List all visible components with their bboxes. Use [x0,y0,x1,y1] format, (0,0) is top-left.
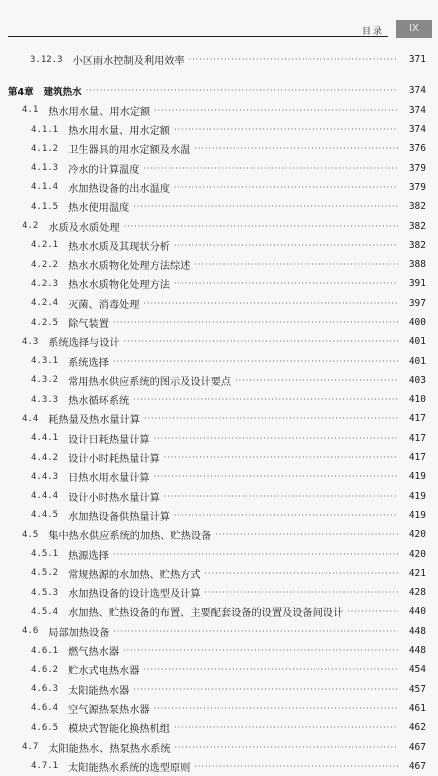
toc-entry-title: 灭菌、消毒处理 [68,299,140,311]
toc-entry-number: 4.4.3 [31,471,59,482]
toc-entry-number: 4.1.5 [31,201,59,212]
leader-dots [174,279,398,288]
toc-entry[interactable] [0,487,438,506]
toc-entry[interactable] [0,294,438,313]
toc-entry-number: 4.2.4 [31,298,59,309]
toc-entry[interactable] [0,737,438,756]
toc-entry-title: 热水水质及其现状分析 [68,241,170,253]
toc-entry-title: 热水用水量、用水定额 [68,126,170,138]
toc-entry-title: 热水水质物化处理方法综述 [68,261,191,273]
leader-dots [124,337,398,346]
leader-dots [154,704,398,713]
toc-entry[interactable] [0,641,438,660]
toc-entry-number: 4.5 [22,529,39,540]
toc-entry[interactable] [0,699,438,718]
toc-entry[interactable] [0,448,438,467]
toc-entry-page: 457 [408,683,426,695]
toc-entry-page: 401 [408,355,426,367]
toc-entry-title: 太阳能热水器 [68,685,130,697]
leader-dots [154,106,398,115]
leader-dots [133,202,398,211]
toc-entry-title: 水加热、贮热设备的布置、主要配套设备的设置及设备间设计 [68,608,344,620]
toc-entry-page: 454 [408,664,426,676]
leader-dots [124,222,398,231]
toc-entry-page: 371 [408,54,426,66]
toc-entry-number: 第4章 [8,86,34,98]
leader-dots [133,395,398,404]
toc-entry-page: 428 [408,587,426,599]
leader-dots [154,434,398,443]
toc-entry-page: 417 [408,432,426,444]
toc-entry-title: 太阳能热水系统的选型原则 [68,762,191,774]
toc-entry-title: 贮水式电热水器 [68,666,140,678]
toc-entry-page: 467 [408,741,426,753]
toc-entry-title: 设计日耗热量计算 [68,434,150,446]
toc-entry-page: 376 [408,143,426,155]
toc-entry-title: 设计小时热水量计算 [68,492,160,504]
toc-entry[interactable] [0,506,438,525]
leader-dots [194,260,398,269]
toc-entry[interactable] [0,544,438,563]
leader-dots [144,414,398,423]
toc-entry-number: 4.5.4 [31,606,59,617]
toc-entry-title: 集中热水供应系统的加热、贮热设备 [48,531,212,543]
toc-entry-page: 420 [408,529,426,541]
toc-entry-title: 耗热量及热水量计算 [48,415,140,427]
toc-entry[interactable] [0,101,438,120]
toc-entry-number: 4.5.1 [31,549,59,560]
leader-dots [143,665,398,674]
leader-dots [235,376,398,385]
toc-entry[interactable] [0,429,438,448]
toc-entry[interactable] [0,718,438,737]
toc-entry-title: 建筑热水 [43,86,82,98]
toc-entry-number: 4.6.4 [31,703,59,714]
toc-entry-page: 462 [408,722,426,734]
toc-entry[interactable] [0,467,438,486]
toc-entry[interactable] [0,332,438,351]
toc-entry-number: 4.6.1 [31,645,59,656]
leader-dots [113,318,398,327]
toc-entry-number: 4.2.5 [31,317,59,328]
toc-entry-page: 382 [408,201,426,213]
leader-dots [143,299,398,308]
toc-entry-page: 374 [408,104,426,116]
toc-entry[interactable] [0,660,438,679]
toc-entry-number: 4.4 [22,413,39,424]
toc-entry[interactable] [0,583,438,602]
toc-entry[interactable] [0,197,438,216]
toc-entry-page: 421 [408,567,426,579]
toc-entry-page: 448 [408,625,426,637]
toc-entry-page: 382 [408,239,426,251]
leader-dots [164,492,398,501]
toc-entry[interactable] [0,216,438,235]
toc-entry[interactable] [0,409,438,428]
toc-entry-title: 常规热源的水加热、贮热方式 [68,569,201,581]
toc-entry-number: 4.6.2 [31,664,59,675]
table-of-contents [0,50,438,776]
toc-entry-title: 日热水用水量计算 [68,473,150,485]
toc-entry-number: 4.4.5 [31,510,59,521]
header-page-number: IX [396,20,432,38]
toc-entry-number: 4.1 [22,105,39,116]
toc-entry-page: 419 [408,471,426,483]
leader-dots [215,530,398,539]
toc-entry-number: 4.6.5 [31,722,59,733]
toc-entry-page: 410 [408,394,426,406]
leader-dots [123,646,398,655]
toc-entry-title: 卫生器具的用水定额及水温 [68,145,191,157]
toc-entry-title: 水加热设备的设计选型及计算 [68,589,201,601]
leader-dots [154,472,398,481]
toc-entry-page: 448 [408,645,426,657]
toc-entry[interactable] [0,236,438,255]
toc-entry[interactable] [0,255,438,274]
leader-dots [205,588,398,597]
toc-entry-title: 冷水的计算温度 [68,164,140,176]
toc-entry-number: 4.2 [22,221,39,232]
toc-entry-number: 4.1.4 [31,182,59,193]
toc-entry[interactable] [0,274,438,293]
toc-entry-page: 440 [408,606,426,618]
toc-entry-number: 4.3.3 [31,394,59,405]
toc-entry-number: 4.5.3 [31,587,59,598]
toc-entry-title: 水质及水质处理 [48,222,120,234]
leader-dots [86,86,398,95]
header-label: 目录 [361,27,384,37]
toc-entry[interactable] [0,139,438,158]
toc-entry-number: 4.7 [22,742,39,753]
toc-entry-page: 374 [408,124,426,136]
toc-entry-page: 417 [408,452,426,464]
toc-entry-title: 燃气热水器 [68,647,120,659]
toc-entry-number: 4.5.2 [31,568,59,579]
toc-entry-page: 382 [408,220,426,232]
toc-entry[interactable] [0,371,438,390]
toc-entry-page: 461 [408,702,426,714]
toc-entry-page: 374 [408,85,426,97]
toc-entry-title: 太阳能热水、热泵热水系统 [48,743,171,755]
toc-entry[interactable] [0,313,438,332]
page-header [0,0,438,48]
toc-entry-page: 388 [408,259,426,271]
leader-dots [347,607,398,616]
toc-entry-page: 379 [408,162,426,174]
toc-entry-page: 379 [408,181,426,193]
toc-entry-title: 热水循环系统 [68,396,130,408]
toc-entry[interactable] [0,525,438,544]
leader-dots [164,453,398,462]
toc-entry[interactable] [0,178,438,197]
toc-entry-number: 4.1.3 [31,163,59,174]
leader-dots [113,357,398,366]
toc-entry[interactable] [0,50,438,69]
toc-entry-number: 4.1.2 [31,143,59,154]
toc-entry[interactable] [0,757,438,776]
toc-entry-title: 设计小时耗热量计算 [68,454,160,466]
toc-entry[interactable] [0,602,438,621]
leader-dots [174,183,398,192]
toc-entry-title: 空气源热泵热水器 [68,704,150,716]
toc-entry-title: 模块式智能化换热机组 [68,724,170,736]
leader-dots [189,55,398,64]
toc-entry-title: 常用热水供应系统的图示及设计要点 [68,376,232,388]
leader-dots [175,743,398,752]
toc-entry-title: 系统选择与设计 [48,338,120,350]
leader-dots [113,627,398,636]
toc-entry-number: 4.2.1 [31,240,59,251]
toc-entry-number: 4.6.3 [31,684,59,695]
leader-dots [174,125,398,134]
toc-entry-number: 4.7.1 [31,761,59,772]
toc-entry-title: 小区雨水控制及利用效率 [72,56,185,68]
leader-dots [133,685,398,694]
toc-entry[interactable] [0,120,438,139]
toc-entry[interactable] [0,680,438,699]
leader-dots [113,550,398,559]
toc-entry-title: 热源选择 [68,550,109,562]
toc-entry-title: 水加热设备的出水温度 [68,183,170,195]
toc-entry-page: 420 [408,548,426,560]
toc-entry-page: 417 [408,413,426,425]
toc-entry[interactable] [0,351,438,370]
toc-entry-title: 热水使用温度 [68,203,130,215]
toc-entry-number: 4.4.4 [31,491,59,502]
toc-entry[interactable] [0,390,438,409]
leader-dots [194,762,398,771]
toc-entry-page: 391 [408,278,426,290]
leader-dots [194,144,398,153]
toc-entry-page: 397 [408,297,426,309]
toc-entry-page: 401 [408,336,426,348]
toc-entry-number: 4.4.2 [31,452,59,463]
toc-entry-page: 403 [408,374,426,386]
toc-entry-page: 467 [408,760,426,772]
toc-entry[interactable] [0,622,438,641]
header-rule [8,36,388,37]
toc-entry-number: 4.3.2 [31,375,59,386]
toc-chapter-entry[interactable] [0,81,438,100]
leader-dots [174,241,398,250]
toc-entry-title: 系统选择 [68,357,109,369]
toc-entry-number: 3.12.3 [30,54,63,65]
toc-entry-title: 热水用水量、用水定额 [48,106,151,118]
toc-entry-title: 水加热设备供热量计算 [68,511,170,523]
toc-entry-number: 4.6 [22,626,39,637]
toc-entry-title: 热水水质物化处理方法 [68,280,170,292]
toc-entry-page: 400 [408,317,426,328]
toc-entry-number: 4.3.1 [31,356,59,367]
toc-entry[interactable] [0,158,438,177]
toc-entry-title: 除气装置 [68,319,109,330]
toc-entry-page: 419 [408,490,426,502]
toc-entry[interactable] [0,564,438,583]
toc-entry-number: 4.4.1 [31,433,59,444]
toc-entry-number: 4.1.1 [31,124,59,135]
leader-dots [143,164,398,173]
toc-entry-number: 4.3 [22,336,39,347]
toc-entry-page: 419 [408,509,426,521]
toc-entry-number: 4.2.2 [31,259,59,270]
toc-entry-title: 局部加热设备 [48,627,110,639]
leader-dots [174,511,398,520]
leader-dots [174,723,398,732]
leader-dots [205,569,398,578]
toc-entry-number: 4.2.3 [31,278,59,289]
